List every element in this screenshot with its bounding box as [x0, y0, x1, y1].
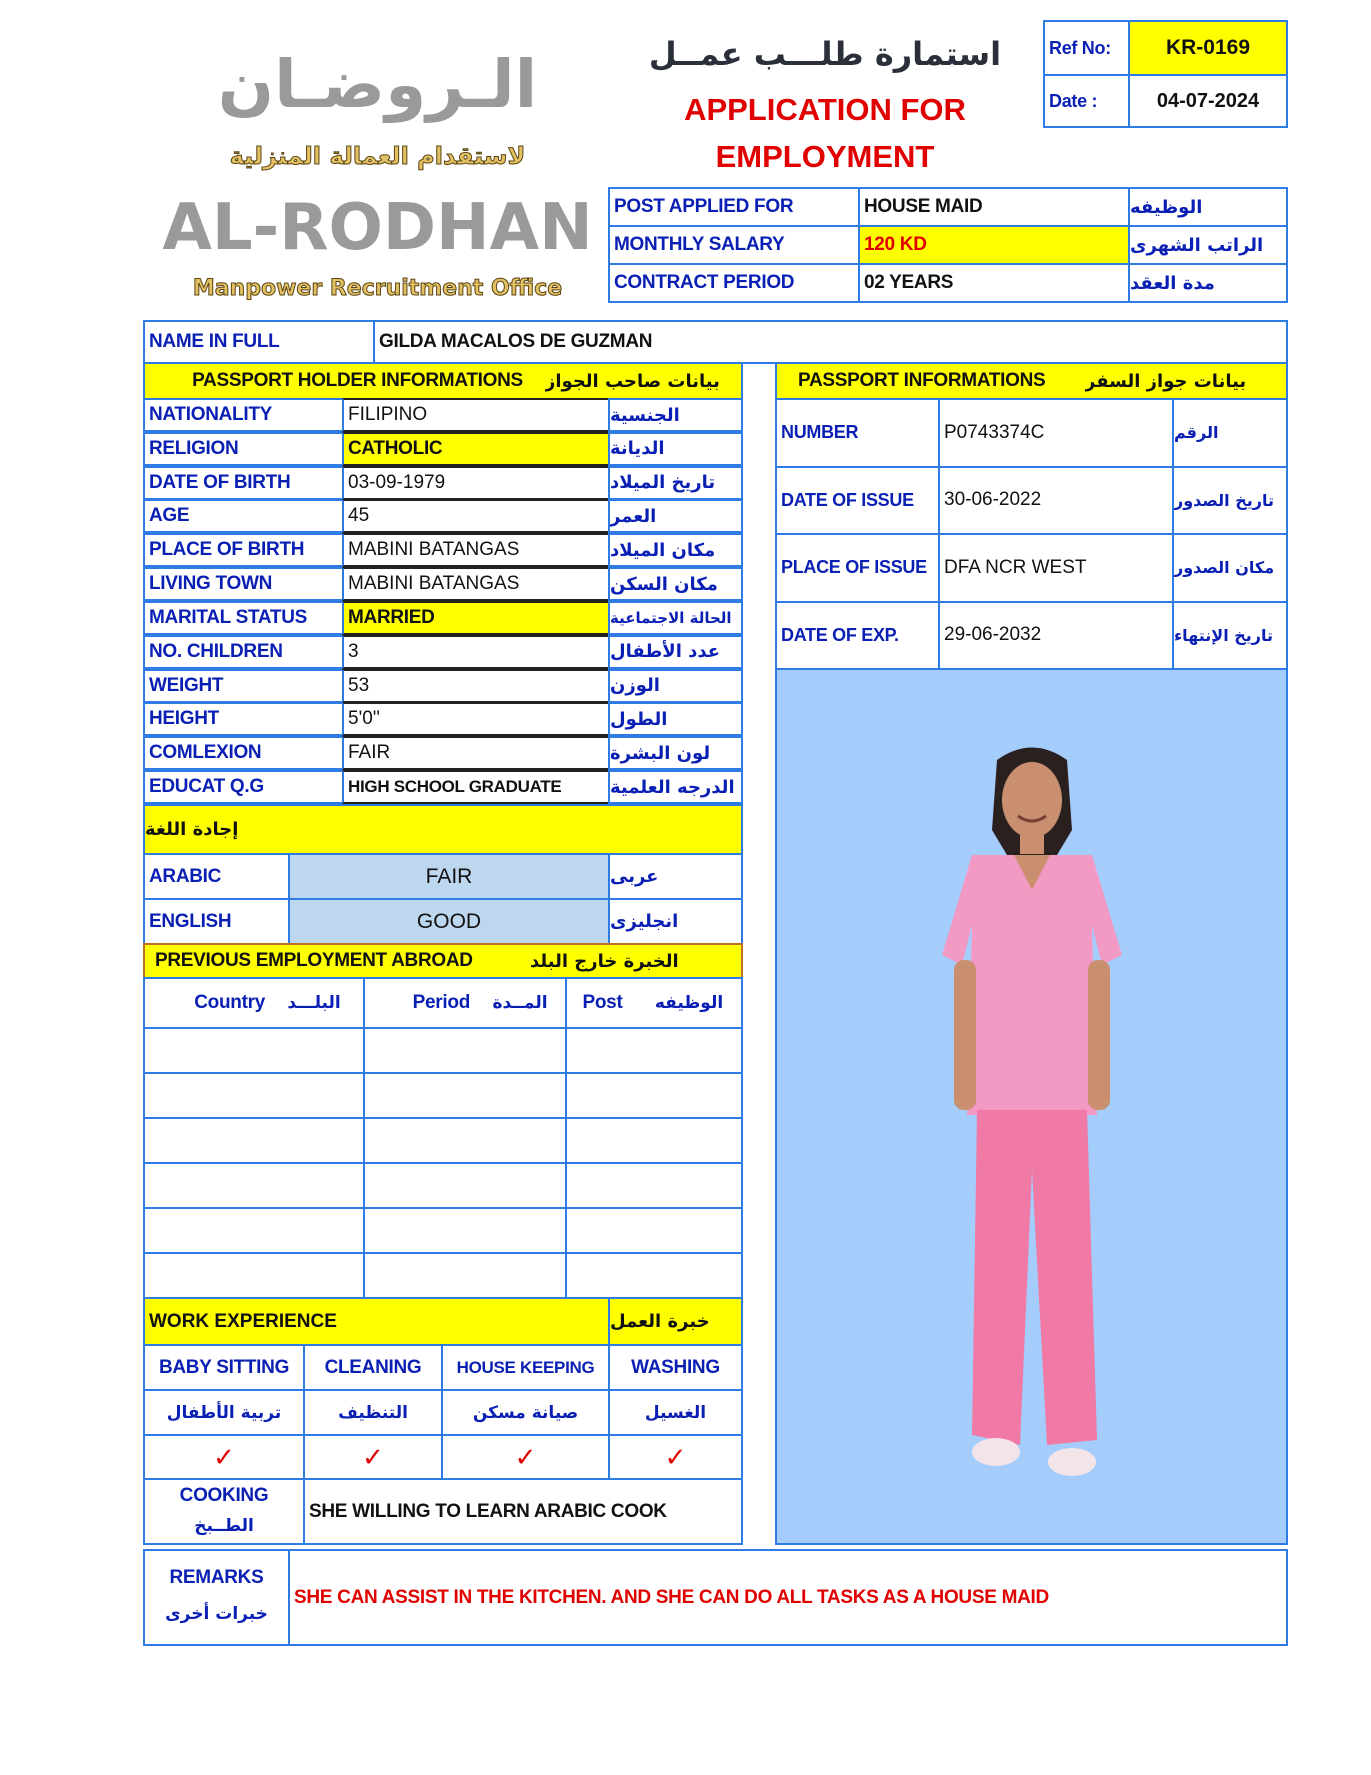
previous-header-ar: الخبرة خارج البلد — [530, 950, 679, 972]
contract-period-value: 02 YEARS — [858, 263, 1130, 303]
name-value: GILDA MACALOS DE GUZMAN — [373, 320, 1288, 364]
remarks-ar: خبرات أخرى — [165, 1604, 268, 1624]
period-ar: المــدة — [492, 993, 548, 1013]
date-of-birth-value: 03-09-1979 — [342, 466, 610, 500]
educat-q-g-value: HIGH SCHOOL GRADUATE — [342, 770, 610, 804]
english-language-arabic: انجليزى — [608, 898, 743, 945]
previous-employment-cell — [363, 1117, 567, 1164]
post-applied-arabic: الوظيفه — [1128, 187, 1288, 227]
no-children-value: 3 — [342, 635, 610, 669]
previous-employment-cell — [143, 1207, 365, 1254]
age-label: AGE — [143, 499, 344, 533]
marital-status-label: MARITAL STATUS — [143, 601, 344, 635]
skill-baby-sitting-check-icon: ✓ — [143, 1434, 305, 1480]
place-of-birth-value: MABINI BATANGAS — [342, 533, 610, 567]
religion-arabic: الديانة — [608, 432, 743, 466]
period-en: Period — [412, 992, 470, 1013]
logo-arabic-tagline: لاستقدام العمالة المنزلية — [229, 142, 526, 170]
holder-header-ar: بيانات صاحب الجواز — [545, 370, 720, 392]
post-applied-label: POST APPLIED FOR — [608, 187, 860, 227]
previous-employment-cell — [143, 1072, 365, 1119]
previous-employment-cell — [565, 1117, 743, 1164]
monthly-salary-value: 120 KD — [858, 225, 1130, 265]
passport-date-of-exp-arabic: تاريخ الإنتهاء — [1172, 601, 1288, 671]
monthly-salary-arabic: الراتب الشهرى — [1128, 225, 1288, 265]
living-town-arabic: مكان السكن — [608, 567, 743, 601]
previous-employment-cell — [363, 1252, 567, 1299]
height-arabic: الطول — [608, 702, 743, 736]
post-applied-value: HOUSE MAID — [858, 187, 1130, 227]
skill-washing-ar: الغسيل — [608, 1389, 743, 1436]
educat-q-g-label: EDUCAT Q.G — [143, 770, 344, 804]
monthly-salary-label: MONTHLY SALARY — [608, 225, 860, 265]
country-ar: البلـــد — [287, 993, 341, 1013]
applicant-figure — [932, 740, 1132, 1500]
passport-date-of-exp-value: 29-06-2032 — [938, 601, 1174, 671]
previous-employment-cell — [143, 1162, 365, 1209]
age-value: 45 — [342, 499, 610, 533]
skill-washing-en: WASHING — [608, 1344, 743, 1391]
nationality-label: NATIONALITY — [143, 398, 344, 432]
skill-house-keeping-check-icon: ✓ — [441, 1434, 610, 1480]
passport-place-of-issue-label: PLACE OF ISSUE — [775, 533, 940, 603]
english-language-level: GOOD — [288, 898, 610, 945]
work-header-ar: خبرة العمل — [608, 1297, 743, 1346]
skill-washing-check-icon: ✓ — [608, 1434, 743, 1480]
no-children-arabic: عدد الأطفال — [608, 635, 743, 669]
comlexion-label: COMLEXION — [143, 736, 344, 770]
passport-place-of-issue-arabic: مكان الصدور — [1172, 533, 1288, 603]
comlexion-arabic: لون البشرة — [608, 736, 743, 770]
previous-employment-cell — [565, 1252, 743, 1299]
logo-english-tagline: Manpower Recruitment Office — [192, 276, 563, 301]
remarks-value: SHE CAN ASSIST IN THE KITCHEN. AND SHE CAN DO ALL TASKS AS A HOUSE MAID — [288, 1549, 1288, 1646]
cooking-ar: الطــبخ — [194, 1516, 254, 1536]
english-language-label: ENGLISH — [143, 898, 290, 945]
religion-value: CATHOLIC — [342, 432, 610, 466]
contract-period-arabic: مدة العقد — [1128, 263, 1288, 303]
passport-date-of-issue-value: 30-06-2022 — [938, 466, 1174, 536]
skill-baby-sitting-ar: تربية الأطفال — [143, 1389, 305, 1436]
country-en: Country — [194, 992, 265, 1013]
passport-date-of-issue-label: DATE OF ISSUE — [775, 466, 940, 536]
previous-employment-cell — [363, 1027, 567, 1074]
passport-header-en: PASSPORT INFORMATIONS — [798, 370, 1046, 391]
educat-q-g-arabic: الدرجه العلمية — [608, 770, 743, 804]
cooking-value: SHE WILLING TO LEARN ARABIC COOK — [303, 1478, 743, 1545]
holder-header-en: PASSPORT HOLDER INFORMATIONS — [192, 370, 523, 391]
passport-number-label: NUMBER — [775, 398, 940, 468]
work-header-en: WORK EXPERIENCE — [143, 1297, 610, 1346]
weight-label: WEIGHT — [143, 669, 344, 703]
language-header: إجادة اللغة — [143, 804, 743, 855]
contract-period-label: CONTRACT PERIOD — [608, 263, 860, 303]
living-town-value: MABINI BATANGAS — [342, 567, 610, 601]
ref-label: Ref No: — [1043, 20, 1130, 76]
date-of-birth-label: DATE OF BIRTH — [143, 466, 344, 500]
ref-value: KR-0169 — [1128, 20, 1288, 76]
height-value: 5'0'' — [342, 702, 610, 736]
nationality-arabic: الجنسية — [608, 398, 743, 432]
nationality-value: FILIPINO — [342, 398, 610, 432]
marital-status-value: MARRIED — [342, 601, 610, 635]
skill-house-keeping-ar: صيانة مسكن — [441, 1389, 610, 1436]
date-of-birth-arabic: تاريخ الميلاد — [608, 466, 743, 500]
weight-value: 53 — [342, 669, 610, 703]
passport-number-value: P0743374C — [938, 398, 1174, 468]
place-of-birth-label: PLACE OF BIRTH — [143, 533, 344, 567]
skill-cleaning-check-icon: ✓ — [303, 1434, 443, 1480]
date-value: 04-07-2024 — [1128, 74, 1288, 128]
title-arabic: استمارة طلـــب عمــل — [648, 35, 1002, 73]
logo-arabic-name: الـروضـان — [217, 46, 538, 123]
passport-number-arabic: الرقم — [1172, 398, 1288, 468]
age-arabic: العمر — [608, 499, 743, 533]
marital-status-arabic: الحالة الاجتماعية — [608, 601, 743, 635]
skill-cleaning-ar: التنظيف — [303, 1389, 443, 1436]
arabic-language-label: ARABIC — [143, 853, 290, 900]
previous-employment-cell — [565, 1207, 743, 1254]
name-label: NAME IN FULL — [143, 320, 375, 364]
logo-english-name: AL-RODHAN — [162, 191, 593, 265]
living-town-label: LIVING TOWN — [143, 567, 344, 601]
previous-employment-cell — [143, 1027, 365, 1074]
previous-employment-cell — [363, 1162, 567, 1209]
passport-date-of-issue-arabic: تاريخ الصدور — [1172, 466, 1288, 536]
post-ar: الوظيفه — [654, 993, 724, 1013]
skill-cleaning-en: CLEANING — [303, 1344, 443, 1391]
skill-house-keeping-en: HOUSE KEEPING — [441, 1344, 610, 1391]
religion-label: RELIGION — [143, 432, 344, 466]
previous-employment-cell — [565, 1027, 743, 1074]
weight-arabic: الوزن — [608, 669, 743, 703]
title-english-line1: APPLICATION FOR — [684, 92, 966, 127]
date-label: Date : — [1043, 74, 1130, 128]
applicant-photo — [775, 668, 1288, 1545]
previous-employment-cell — [363, 1072, 567, 1119]
remarks-en: REMARKS — [169, 1567, 264, 1588]
skill-baby-sitting-en: BABY SITTING — [143, 1344, 305, 1391]
cooking-en: COOKING — [179, 1485, 269, 1506]
passport-date-of-exp-label: DATE OF EXP. — [775, 601, 940, 671]
previous-employment-cell — [565, 1072, 743, 1119]
passport-header-ar: بيانات جواز السفر — [1085, 370, 1247, 392]
title-english-line2: EMPLOYMENT — [715, 139, 935, 174]
arabic-language-arabic: عربى — [608, 853, 743, 900]
company-logo — [150, 40, 605, 308]
comlexion-value: FAIR — [342, 736, 610, 770]
previous-employment-cell — [143, 1117, 365, 1164]
previous-header-en: PREVIOUS EMPLOYMENT ABROAD — [155, 950, 473, 971]
passport-place-of-issue-value: DFA NCR WEST — [938, 533, 1174, 603]
place-of-birth-arabic: مكان الميلاد — [608, 533, 743, 567]
height-label: HEIGHT — [143, 702, 344, 736]
previous-employment-cell — [143, 1252, 365, 1299]
no-children-label: NO. CHILDREN — [143, 635, 344, 669]
previous-employment-cell — [565, 1162, 743, 1209]
previous-employment-cell — [363, 1207, 567, 1254]
post-en: Post — [582, 992, 623, 1013]
arabic-language-level: FAIR — [288, 853, 610, 900]
